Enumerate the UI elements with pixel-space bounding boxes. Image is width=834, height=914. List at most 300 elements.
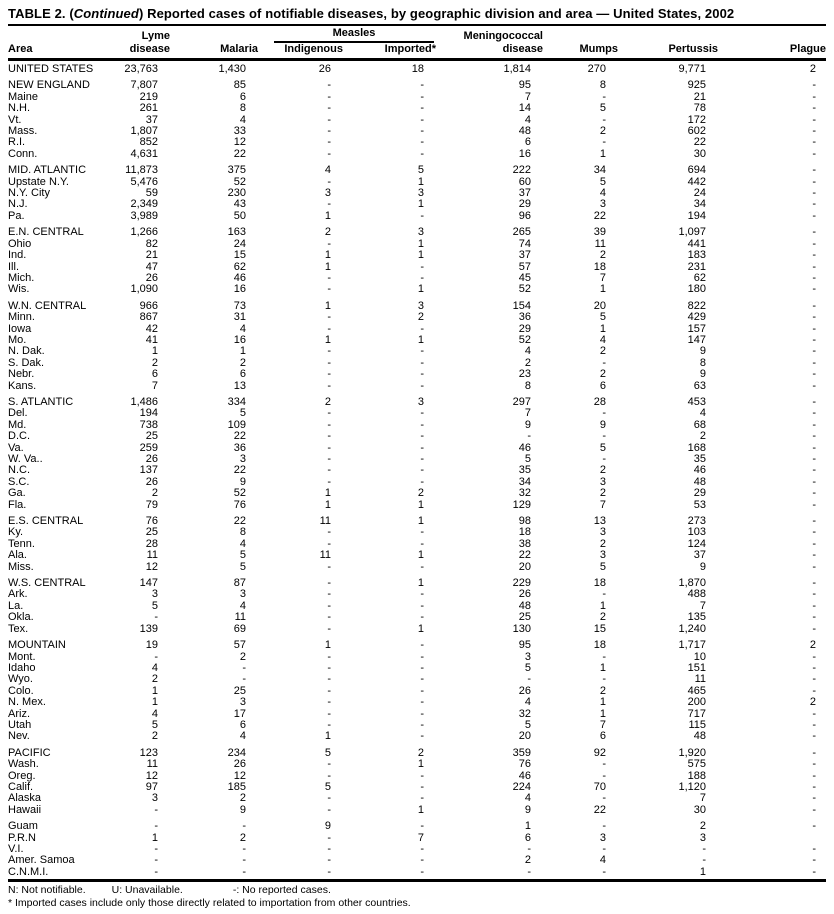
row-label: N.Y. City [8,187,50,200]
cell-plague: - [812,854,816,867]
table-row [8,821,826,832]
cell-imported: - [420,718,424,731]
cell-indigenous: 1 [324,209,331,222]
cell-meningococcal: 46 [518,769,531,782]
cell-pertussis: 1,120 [678,780,706,793]
cell-imported: 1 [417,237,424,250]
cell-mumps: 13 [593,515,606,528]
cell-malaria: 24 [233,237,246,250]
cell-imported: 18 [411,63,424,75]
cell-lyme: 26 [145,453,158,465]
cell-lyme: 79 [145,498,158,511]
cell-indigenous: - [327,418,331,431]
cell-meningococcal: 224 [512,780,531,793]
cell-meningococcal: 6 [524,136,531,149]
cell-lyme: - [154,803,158,816]
cell-imported: - [420,650,424,663]
cell-malaria: 22 [233,464,246,477]
cell-meningococcal: - [527,865,531,878]
cell-pertussis: 3 [699,831,706,844]
cell-imported: 1 [417,622,424,635]
cell-plague: - [812,237,816,250]
cell-malaria: 4 [239,113,246,126]
cell-meningococcal: 45 [518,271,531,284]
footnote-not-notifiable: N: Not notifiable. [8,884,86,897]
cell-malaria: 2 [239,650,246,663]
row-label: Idaho [8,661,36,674]
cell-indigenous: - [327,441,331,454]
cell-mumps: 8 [599,79,606,92]
cell-mumps: 3 [599,549,606,562]
cell-meningococcal: 20 [518,560,531,573]
cell-malaria: 26 [233,758,246,771]
cell-indigenous: 1 [324,299,331,312]
cell-imported: - [420,368,424,381]
row-label: Mass. [8,125,38,138]
table-row [8,381,826,392]
hdr-spacer-malaria [170,27,258,43]
table-row [8,500,826,511]
cell-meningococcal: 52 [518,283,531,296]
cell-mumps: 2 [599,537,606,550]
cell-meningococcal: 96 [518,209,531,222]
cell-indigenous: - [327,345,331,358]
cell-imported: 2 [417,746,424,759]
cell-lyme: 59 [145,187,158,200]
cell-lyme: 2 [151,730,158,743]
row-label: La. [8,599,24,612]
row-label: Del. [8,407,28,420]
cell-lyme: 139 [139,622,158,635]
cell-malaria: - [242,820,246,833]
cell-pertussis: 602 [687,125,706,138]
cell-pertussis: 273 [687,515,706,528]
cell-mumps: 18 [593,260,606,273]
cell-imported: 1 [417,549,424,562]
cell-imported: 7 [417,831,424,844]
cell-imported: - [420,464,424,477]
cell-meningococcal: 5 [524,453,531,465]
row-label: C.N.M.I. [8,865,49,878]
cell-meningococcal: 25 [518,611,531,624]
table-row [8,674,826,685]
cell-indigenous: 1 [324,639,331,652]
cell-pertussis: 11 [694,673,706,686]
cell-mumps: 1 [599,696,606,709]
cell-malaria: 3 [239,696,246,709]
cell-pertussis: 9 [699,368,706,381]
row-label: N.J. [8,198,28,211]
cell-lyme: 2 [151,487,158,500]
cell-indigenous: - [327,718,331,731]
table-title-continued: Continued [73,6,139,21]
cell-lyme: 21 [145,249,158,262]
cell-mumps: 1 [599,599,606,612]
cell-pertussis: 37 [693,549,706,562]
cell-imported: - [420,780,424,793]
cell-mumps: 7 [599,271,606,284]
row-label: N. Mex. [8,696,46,709]
cell-indigenous: - [327,588,331,601]
cell-lyme: 12 [145,769,158,782]
cell-meningococcal: - [527,430,531,443]
cell-imported: - [420,865,424,878]
cell-meningococcal: 95 [518,639,531,652]
cell-mumps: 18 [593,577,606,590]
cell-mumps: 7 [599,498,606,511]
cell-meningococcal: 34 [518,475,531,488]
cell-plague: - [812,226,816,239]
cell-pertussis: 1,240 [678,622,706,635]
cell-plague: - [812,487,816,500]
cell-meningococcal: 5 [524,661,531,674]
cell-plague: - [812,125,816,138]
cell-indigenous: 1 [324,249,331,262]
cell-imported: - [420,260,424,273]
cell-malaria: 5 [239,560,246,573]
cell-imported: 5 [417,164,424,177]
cell-lyme: 12 [145,560,158,573]
cell-malaria: 52 [233,175,246,188]
cell-pertussis: 7 [699,599,706,612]
cell-lyme: 11 [146,549,158,562]
cell-lyme: 47 [145,260,158,273]
cell-indigenous: - [327,113,331,126]
cell-imported: - [420,136,424,149]
cell-meningococcal: 48 [518,125,531,138]
cell-mumps: 20 [593,299,606,312]
col-header-plague: Plague [718,43,826,60]
cell-lyme: 1,486 [130,395,158,408]
cell-malaria: 22 [233,515,246,528]
cell-malaria: 230 [227,187,246,200]
cell-mumps: 1 [599,707,606,720]
cell-imported: - [420,441,424,454]
cell-pertussis: 124 [687,537,706,550]
table-row [8,60,826,76]
cell-lyme: 1 [151,696,158,709]
cell-pertussis: 168 [687,441,706,454]
cell-lyme: 966 [139,299,158,312]
cell-mumps: - [602,650,606,663]
cell-indigenous: - [327,271,331,284]
cell-pertussis: - [702,843,706,855]
cell-malaria: 69 [233,622,246,635]
row-label: Ohio [8,237,32,250]
cell-pertussis: 48 [693,475,706,488]
row-label: MID. ATLANTIC [8,164,87,177]
cell-lyme: 3,989 [130,209,158,222]
cell-mumps: 9 [599,418,606,431]
row-label: Alaska [8,792,42,805]
cell-plague: - [812,175,816,188]
cell-lyme: 4,631 [130,147,158,160]
cell-mumps: 34 [593,164,606,177]
cell-malaria: 22 [233,430,246,443]
cell-indigenous: 2 [324,226,331,239]
cell-indigenous: - [327,696,331,709]
cell-meningococcal: 46 [518,441,531,454]
row-label: Pa. [8,209,25,222]
row-label: Va. [8,441,24,454]
cell-mumps: 3 [599,475,606,488]
cell-imported: 3 [417,299,424,312]
cell-mumps: - [602,792,606,805]
cell-mumps: - [602,588,606,601]
cell-imported: 3 [417,187,424,200]
cell-pertussis: 465 [687,684,706,697]
table-row [8,805,826,816]
table-title-prefix: TABLE 2. ( [8,6,74,21]
cell-lyme: 1,090 [130,283,158,296]
cell-plague: - [812,758,816,771]
table-body [8,60,826,879]
cell-meningococcal: 1 [524,820,531,833]
cell-pertussis: 8 [699,356,706,369]
footnote-imported: * Imported cases include only those directly related to importation from other countries. [8,896,411,909]
cell-imported: - [420,430,424,443]
cell-imported: 1 [417,198,424,211]
cell-pertussis: 1,870 [678,577,706,590]
cell-lyme: 259 [139,441,158,454]
cell-imported: 1 [417,283,424,296]
cell-meningococcal: 359 [512,746,531,759]
row-label: W. Va.. [8,453,43,465]
cell-indigenous: - [327,379,331,392]
cell-lyme: - [154,611,158,624]
cell-meningococcal: - [527,843,531,855]
cell-malaria: 25 [233,684,246,697]
hdr-spacer-pertussis [618,27,718,43]
row-label: Miss. [8,560,34,573]
cell-indigenous: - [327,661,331,674]
cell-indigenous: - [327,537,331,550]
cell-meningococcal: 29 [518,198,531,211]
cell-meningococcal: 26 [518,588,531,601]
table-row [8,103,826,114]
cell-plague: - [812,249,816,262]
cell-mumps: 11 [594,237,606,250]
row-label: W.N. CENTRAL [8,299,87,312]
cell-pertussis: 68 [693,418,706,431]
cell-imported: 3 [417,395,424,408]
cell-malaria: 3 [239,588,246,601]
cell-mumps: 7 [599,718,606,731]
cell-plague: - [812,430,816,443]
cell-malaria: 15 [233,249,246,262]
cell-plague: - [812,453,816,465]
cell-pertussis: 53 [693,498,706,511]
cell-lyme: 42 [145,322,158,335]
col-header-malaria: Malaria [170,43,258,60]
cell-lyme: 1,807 [130,125,158,138]
cell-pertussis: 194 [687,209,706,222]
cell-mumps: 2 [599,487,606,500]
row-label: Ky. [8,526,24,539]
row-label: Ariz. [8,707,30,720]
cell-meningococcal: 9 [524,803,531,816]
cell-meningococcal: 6 [524,831,531,844]
cell-indigenous: - [327,599,331,612]
cell-imported: - [420,526,424,539]
cell-indigenous: - [327,102,331,115]
cell-pertussis: 9 [699,345,706,358]
cell-imported: - [420,611,424,624]
row-label: N.C. [8,464,30,477]
cell-mumps: 6 [599,730,606,743]
cell-meningococcal: 2 [524,854,531,867]
cell-lyme: 37 [145,113,158,126]
cell-meningococcal: 36 [518,311,531,324]
cell-lyme: 2 [151,673,158,686]
row-label: Utah [8,718,32,731]
measles-group-label: Measles [274,27,434,43]
cell-pertussis: 488 [687,588,706,601]
row-label: S. Dak. [8,356,45,369]
cell-imported: - [420,102,424,115]
cell-malaria: 16 [233,283,246,296]
cell-plague: - [812,395,816,408]
cell-lyme: 5,476 [130,175,158,188]
cell-lyme: - [154,854,158,867]
row-label: Ala. [8,549,27,562]
cell-meningococcal: 129 [512,498,531,511]
cell-indigenous: - [327,475,331,488]
cell-mumps: 5 [599,560,606,573]
cell-pertussis: 453 [687,395,706,408]
cell-pertussis: 30 [693,803,706,816]
cell-imported: - [420,560,424,573]
cell-indigenous: - [327,90,331,103]
table-row [8,312,826,323]
cell-pertussis: 694 [687,164,706,177]
cell-imported: - [420,271,424,284]
cell-plague: - [812,792,816,805]
cell-mumps: 4 [599,333,606,346]
cell-malaria: 85 [233,79,246,92]
cell-malaria: 11 [234,611,246,624]
cell-indigenous: - [327,577,331,590]
table-row [8,284,826,295]
cell-indigenous: - [327,758,331,771]
cell-meningococcal: 3 [524,650,531,663]
cell-pertussis: 1 [699,865,706,878]
cell-indigenous: - [327,175,331,188]
cell-indigenous: - [327,136,331,149]
notifiable-diseases-table [8,27,826,878]
table-header [8,27,826,60]
cell-pertussis: 1,097 [678,226,706,239]
cell-malaria: 87 [233,577,246,590]
row-label: Mo. [8,333,27,346]
cell-malaria: 4 [239,322,246,335]
col-header-area: Area [8,43,108,60]
footnote-no-reported-cases: -: No reported cases. [232,884,331,897]
cell-mumps: 3 [599,198,606,211]
col-header-pertussis: Pertussis [618,43,718,60]
cell-mumps: 3 [599,526,606,539]
cell-malaria: 2 [239,831,246,844]
cell-meningococcal: 16 [518,147,531,160]
cell-imported: - [420,696,424,709]
cell-imported: - [420,475,424,488]
cell-plague: - [812,441,816,454]
cell-plague: - [812,599,816,612]
cell-plague: - [812,498,816,511]
cell-lyme: 26 [145,271,158,284]
cell-mumps: - [602,136,606,149]
cell-imported: - [420,379,424,392]
cell-lyme: 11 [146,758,158,771]
cell-meningococcal: 222 [512,164,531,177]
cell-malaria: 3 [239,453,246,465]
cell-indigenous: - [327,464,331,477]
cell-malaria: 57 [233,639,246,652]
row-label: W.S. CENTRAL [8,577,86,590]
col-header-imported: Imported* [343,43,436,60]
cell-malaria: 2 [239,356,246,369]
cell-mumps: 92 [593,746,606,759]
cell-pertussis: 63 [693,379,706,392]
cell-lyme: 1,266 [130,226,158,239]
cell-meningococcal: 48 [518,599,531,612]
cell-mumps: - [602,865,606,878]
table-row [8,149,826,160]
cell-meningococcal: 98 [518,515,531,528]
row-label: Ga. [8,487,26,500]
table-row [8,731,826,742]
cell-meningococcal: 32 [518,487,531,500]
cell-indigenous: - [327,283,331,296]
cell-malaria: 6 [239,718,246,731]
row-label: Amer. Samoa [8,854,75,867]
cell-plague: - [812,730,816,743]
cell-meningococcal: 4 [524,345,531,358]
cell-plague: - [812,345,816,358]
row-label: Tenn. [8,537,35,550]
cell-plague: - [812,820,816,833]
row-label: NEW ENGLAND [8,79,90,92]
cell-lyme: 219 [139,90,158,103]
cell-meningococcal: 7 [524,407,531,420]
cell-malaria: 50 [233,209,246,222]
cell-plague: - [812,311,816,324]
cell-malaria: 73 [233,299,246,312]
cell-mumps: 1 [599,147,606,160]
cell-indigenous: - [327,831,331,844]
cell-plague: - [812,209,816,222]
cell-plague: - [812,464,816,477]
cell-meningococcal: 265 [512,226,531,239]
cell-imported: - [420,209,424,222]
cell-meningococcal: 22 [518,549,531,562]
cell-plague: - [812,147,816,160]
cell-imported: - [420,599,424,612]
cell-indigenous: 1 [324,730,331,743]
cell-meningococcal: 32 [518,707,531,720]
cell-plague: - [812,260,816,273]
row-label: Ill. [8,260,19,273]
cell-malaria: 62 [233,260,246,273]
cell-lyme: 4 [151,707,158,720]
cell-indigenous: 5 [324,746,331,759]
cell-imported: 1 [417,577,424,590]
cell-indigenous: 3 [324,187,331,200]
row-label: Iowa [8,322,32,335]
cell-malaria: 6 [239,90,246,103]
cell-lyme: 137 [139,464,158,477]
cell-pertussis: 115 [688,718,706,731]
